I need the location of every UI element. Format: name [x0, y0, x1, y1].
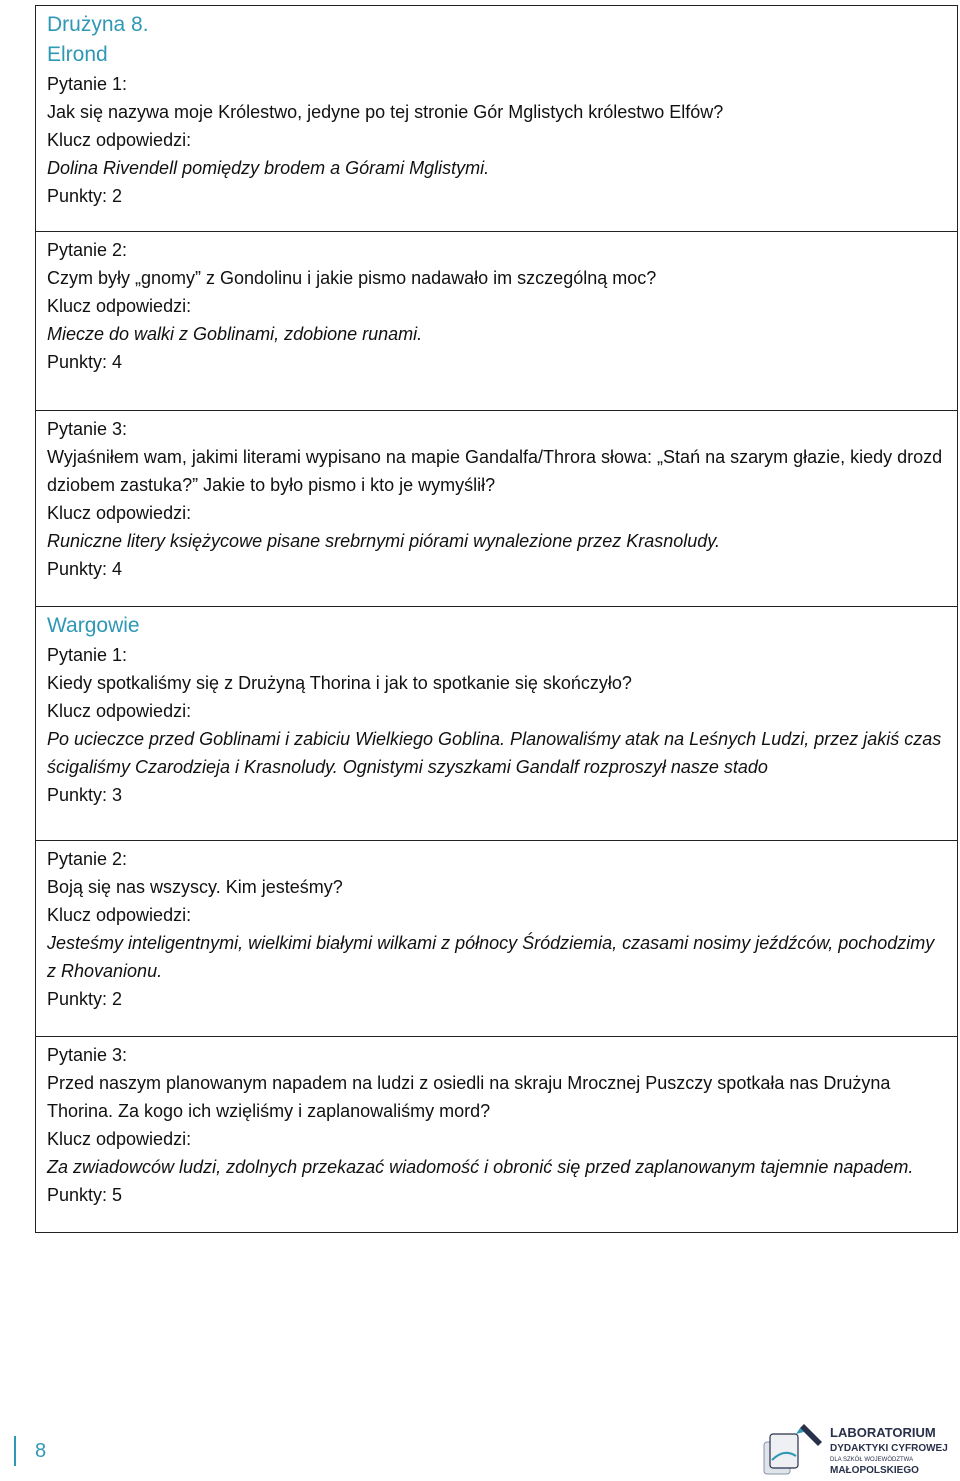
answer-text: Runiczne litery księżycowe pisane srebrnymi piórami wynalezione przez Krasnoludy. [47, 531, 720, 551]
question-text: Przed naszym planowanym napadem na ludzi z osiedli na skraju Mrocznej Puszczy spotkała nas Drużyna Thorina. Za kogo ich wzięliśmy i zaplanowaliśmy mord? [47, 1073, 891, 1121]
answer-text: Za zwiadowców ludzi, zdolnych przekazać wiadomość i obronić się przed zaplanowanym tajemnie napadem. [47, 1157, 914, 1177]
answer-key-label: Klucz odpowiedzi: [47, 296, 192, 316]
answer-key-label: Klucz odpowiedzi: [47, 905, 192, 925]
question-text: Czym były „gnomy” z Gondolinu i jakie pismo nadawało im szczególną moc? [47, 268, 657, 288]
answer-text: Miecze do walki z Goblinami, zdobione runami. [47, 324, 423, 344]
points: Punkty: 3 [47, 785, 123, 805]
question-text: Boją się nas wszyscy. Kim jesteśmy? [47, 877, 343, 897]
wargowie-question-3-cell [36, 1037, 957, 1233]
logo-line-1: LABORATORIUM [830, 1425, 936, 1440]
question-label: Pytanie 2: [47, 849, 128, 869]
answer-key-label: Klucz odpowiedzi: [47, 1129, 192, 1149]
footer-accent-bar [14, 1436, 16, 1466]
question-label: Pytanie 3: [47, 419, 128, 439]
section-heading-wargowie: Wargowie [47, 614, 140, 637]
elrond-question-1-cell [36, 6, 957, 232]
answer-key-label: Klucz odpowiedzi: [47, 701, 192, 721]
team-title: Drużyna 8. [47, 13, 149, 36]
question-text: Wyjaśniłem wam, jakimi literami wypisano na mapie Gandalfa/Throra słowa: „Stań na szarym głazie, kiedy drozd dziobem zastuka?” Jakie to było pismo i kto je wymyślił? [47, 447, 943, 495]
points: Punkty: 4 [47, 352, 123, 372]
elrond-question-3-cell [36, 411, 957, 607]
elrond-question-2-cell [36, 232, 957, 411]
answer-key-label: Klucz odpowiedzi: [47, 503, 192, 523]
question-text: Kiedy spotkaliśmy się z Drużyną Thorina i jak to spotkanie się skończyło? [47, 673, 632, 693]
answer-text: Po ucieczce przed Goblinami i zabiciu Wielkiego Goblina. Planowaliśmy atak na Leśnych Ludzi, przez jakiś czas ścigaliśmy Czarodzieja i Krasnoludy. Ognistymi szyszkami Gandalf rozproszył nasze stado [47, 729, 942, 777]
answer-key-label: Klucz odpowiedzi: [47, 130, 192, 150]
logo-line-4: MAŁOPOLSKIEGO [830, 1465, 919, 1476]
laboratorium-logo [760, 1420, 956, 1478]
points: Punkty: 2 [47, 186, 123, 206]
wargowie-question-1-cell [36, 607, 957, 841]
page-number: 8 [35, 1440, 47, 1462]
logo-line-2: DYDAKTYKI CYFROWEJ [830, 1443, 948, 1454]
quiz-table [35, 5, 958, 1233]
logo-emblem-icon [764, 1424, 822, 1474]
question-label: Pytanie 1: [47, 74, 128, 94]
points: Punkty: 4 [47, 559, 123, 579]
question-label: Pytanie 3: [47, 1045, 128, 1065]
logo-line-3: DLA SZKÓŁ WOJEWÓDZTWA [830, 1457, 914, 1463]
answer-text: Jesteśmy inteligentnymi, wielkimi białymi wilkami z północy Śródziemia, czasami nosimy jeźdźców, pochodzimy z Rhovanionu. [47, 933, 935, 981]
points: Punkty: 2 [47, 989, 123, 1009]
wargowie-question-2-cell [36, 841, 957, 1037]
answer-text: Dolina Rivendell pomiędzy brodem a Górami Mglistymi. [47, 158, 490, 178]
question-text: Jak się nazywa moje Królestwo, jedyne po tej stronie Gór Mglistych królestwo Elfów? [47, 102, 724, 122]
question-label: Pytanie 1: [47, 645, 128, 665]
section-heading-elrond: Elrond [47, 43, 108, 66]
question-label: Pytanie 2: [47, 240, 128, 260]
points: Punkty: 5 [47, 1185, 123, 1205]
